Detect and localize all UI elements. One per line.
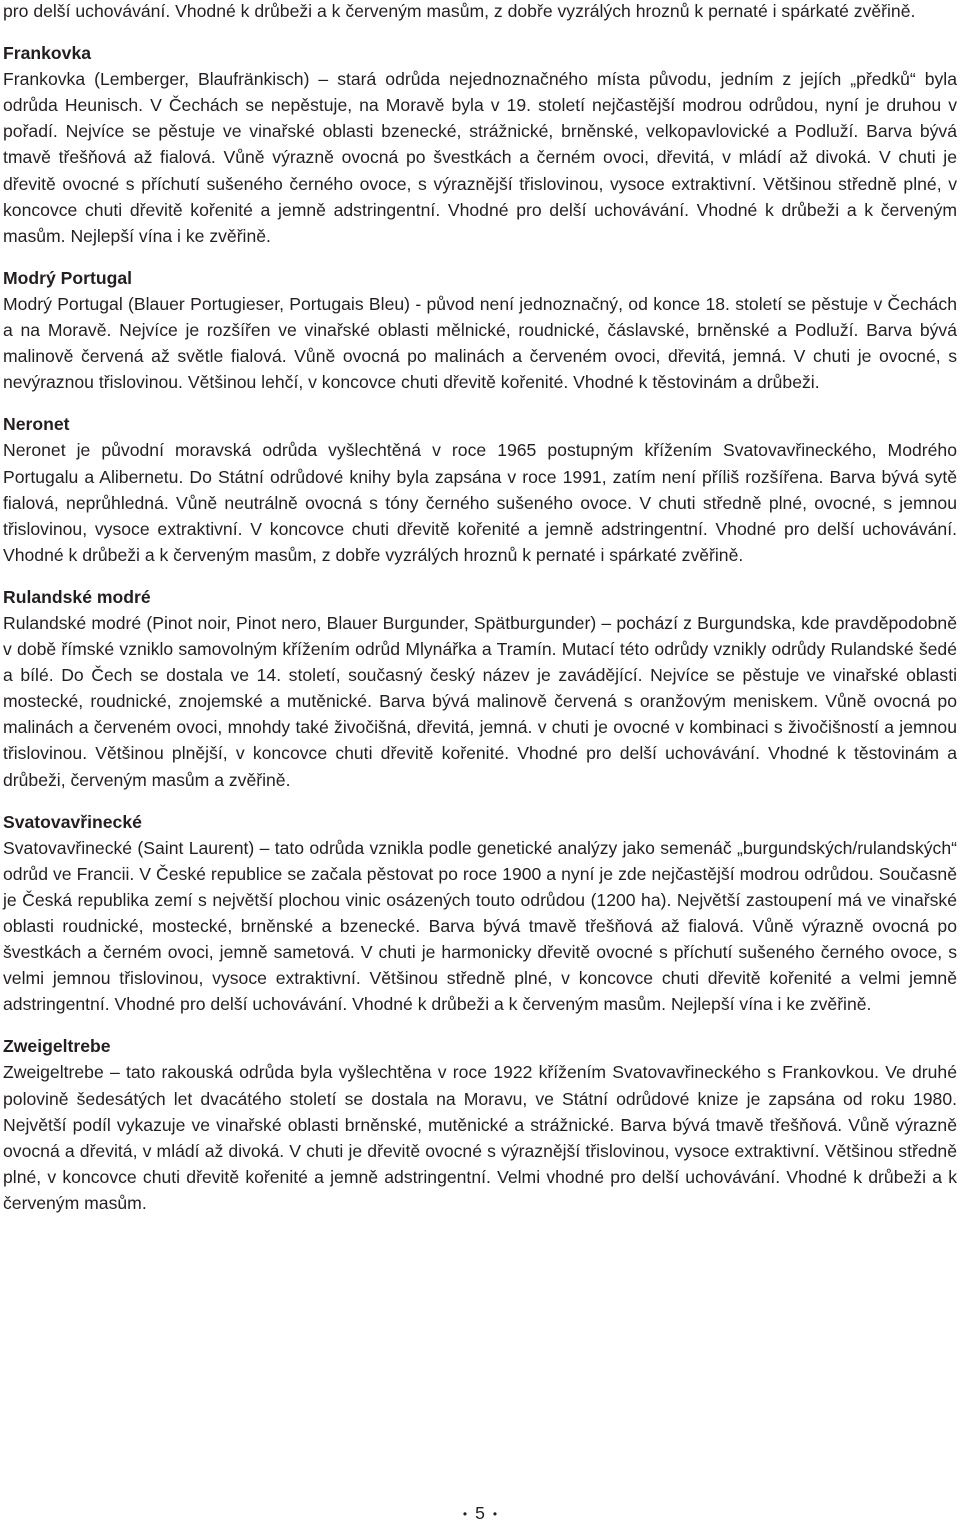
section-title: Frankovka [3, 43, 92, 64]
section-text: Svatovavřinecké (Saint Laurent) – tato odrůda vznikla podle genetické analýzy jako semenáč „burgundských/rulandských“ odrůd ve Francii. V České republice se začala pěstovat po roce 1900 a nyní je zde nejčastější modrou odrůdou. Současně je Česká republika zemí s největší plochou vinic osázených touto odrůdou (1200 ha). Největší zastoupení má ve vinařské oblasti roudnické, mostecké, brněnské a bzenecké. Barva bývá tmavě třešňová až fialová. Vůně výrazně ovocná po švestkách a černém ovoci, jemně sametová. V chuti je harmonicky dřevitě ovocné s příchutí sušeného černého ovoce, s velmi jemnou třislovinou, vysoce extraktivní. Většinou středně plné, v koncovce chuti dřevitě kořenité a velmi jemně adstringentní. Vhodné pro delší uchovávání. Vhodné k drůbeži a k červeným masům. Nejlepší vína i ke zvěřině. [3, 837, 957, 1015]
section-text: Zweigeltrebe – tato rakouská odrůda byla vyšlechtěna v roce 1922 křížením Svatovavřineckého s Frankovkou. Ve druhé polovině šedesátých let dvacátého století se dostala na Moravu, ve Státní odrůdové knize je zapsána od roku 1980. Největší podíl vykazuje ve vinařské oblasti brněnské, mutěnické a strážnické. Barva bývá tmavě třešňová. Vůně výrazně ovocná a dřevitá, v mládí až divoká. V chuti je dřevitě ovocné s výraznější třislovinou, vysoce extraktivní. Většinou středně plné, v koncovce chuti dřevitě kořenité a jemně adstringentní. Velmi vhodné pro delší uchovávání. Vhodné k drůbeži a k červeným masům. [3, 1062, 957, 1213]
document-page [3, 0, 957, 1216]
section-text: Rulandské modré (Pinot noir, Pinot nero, Blauer Burgunder, Spätburgunder) – pochází z Burgundska, kde pravděpodobně v době římské vzniklo samovolným křížením odrůd Mlynářka a Tramín. Mutací této odrůdy vznikly odrůdy Rulandské šedé a bílé. Do Čech se dostala ve 14. století, současný český název je zavádějící. Nejvíce se pěstuje ve vinařské oblasti mostecké, roudnické, znojemské a mutěnické. Barva bývá malinově červená s oranžovým meniskem. Vůně ovocná po malinách a červeném ovoci, mnohdy také živočišná, dřevitá, jemná. v chuti je ovocné v kombinaci s živočišností a jemnou třislovinou. Většinou plnější, v koncovce chuti dřevitě kořenité. Vhodné pro delší uchovávání. Vhodné k těstovinám a drůbeži, červeným masům a zvěřině. [3, 612, 957, 790]
section-frankovka [3, 40, 957, 249]
section-title: Rulandské modré [3, 586, 151, 607]
section-zweigeltrebe [3, 1033, 957, 1216]
section-title: Modrý Portugal [3, 267, 133, 288]
bullet-left-icon: • [462, 1507, 468, 1522]
page-number: 5 [475, 1503, 485, 1523]
section-svatovavrinecke [3, 809, 957, 1018]
bullet-right-icon: • [492, 1507, 498, 1522]
intro-paragraph: pro delší uchovávání. Vhodné k drůbeži a k červeným masům, z dobře vyzrálých hroznů k pernaté i spárkaté zvěřině. [3, 1, 916, 21]
page-footer [0, 1500, 960, 1527]
section-text: Modrý Portugal (Blauer Portugieser, Portugais Bleu) - původ není jednoznačný, od konce 18. století se pěstuje v Čechách a na Moravě. Nejvíce je rozšířen ve vinařské oblasti mělnické, roudnické, čáslavské, brněnské a Podluží. Barva bývá malinově červená až světle fialová. Vůně ovocná po malinách a červeném ovoci, dřevitá, jemná. V chuti je ovocné, s nevýraznou třislovinou. Většinou lehčí, v koncovce chuti dřevitě kořenité. Vhodné k těstovinám a drůbeži. [3, 293, 957, 393]
section-text: Neronet je původní moravská odrůda vyšlechtěná v roce 1965 postupným křížením Svatovavřineckého, Modrého Portugalu a Alibernetu. Do Státní odrůdové knihy byla zapsána v roce 1991, zatím není příliš rozšířena. Barva bývá sytě fialová, neprůhledná. Vůně neutrálně ovocná s tóny černého sušeného ovoce. V chuti středně plné, ovocné, s jemnou třislovinou, vysoce extraktivní. V koncovce chuti dřevitě kořenité a jemně adstringentní. Vhodné pro delší uchovávání. Vhodné k drůbeži a k červeným masům, z dobře vyzrálých hroznů k pernaté i spárkaté zvěřině. [3, 440, 957, 565]
section-title: Svatovavřinecké [3, 811, 142, 832]
section-modry-portugal [3, 265, 957, 395]
section-title: Neronet [3, 414, 70, 435]
section-text: Frankovka (Lemberger, Blaufränkisch) – stará odrůda nejednoznačného místa původu, jedním z jejích „předků“ byla odrůda Heunisch. V Čechách se nepěstuje, na Moravě byla v 19. století nejčastější modrou odrůdou, nyní je druhou v pořadí. Nejvíce se pěstuje ve vinařské oblasti bzenecké, strážnické, brněnské, velkopavlovické a Podluží. Barva bývá tmavě třešňová až fialová. Vůně výrazně ovocná po švestkách a černém ovoci, dřevitá, v mládí až divoká. V chuti je dřevitě ovocné s příchutí sušeného černého ovoce, s výraznější třislovinou, vysoce extraktivní. Většinou středně plné, v koncovce chuti dřevitě kořenité a jemně adstringentní. Vhodné pro delší uchovávání. Vhodné k drůbeži a k červeným masům. Nejlepší vína i ke zvěřině. [3, 69, 957, 246]
section-neronet [3, 411, 957, 568]
section-rulandske-modre [3, 584, 957, 793]
section-title: Zweigeltrebe [3, 1036, 111, 1057]
